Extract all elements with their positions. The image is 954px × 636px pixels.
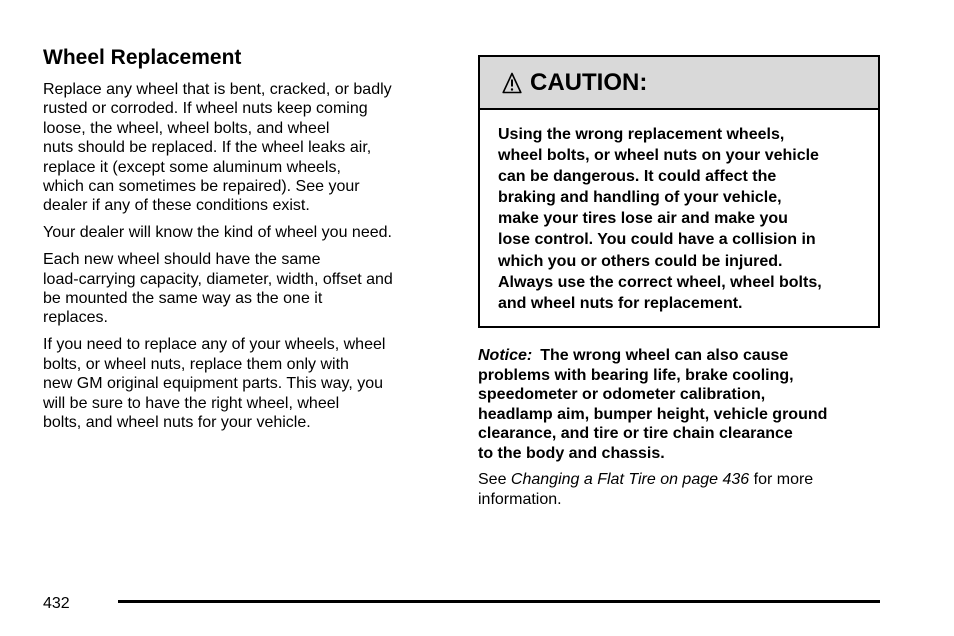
caution-box <box>478 55 880 328</box>
notice-label: Notice: <box>478 347 533 364</box>
text-line: Each new wheel should have the same <box>43 251 321 269</box>
right-column <box>478 55 880 509</box>
text-line: nuts should be replaced. If the wheel leaks air, <box>43 139 372 157</box>
text-line: replaces. <box>43 309 108 327</box>
see-reference-paragraph <box>478 470 880 509</box>
cross-reference-link[interactable]: Changing a Flat Tire on page 436 <box>510 471 750 488</box>
text-line: loose, the wheel, wheel bolts, and wheel <box>43 119 330 137</box>
body-paragraph <box>43 223 443 242</box>
text-line: dealer if any of these conditions exist. <box>43 197 310 215</box>
text-line: If you need to replace any of your wheels, wheel <box>43 336 386 354</box>
body-paragraph <box>43 335 443 432</box>
text-line: which can sometimes be repaired). See your <box>43 178 360 196</box>
text-line: will be sure to have the right wheel, wheel <box>43 394 340 412</box>
footer-rule <box>118 600 880 603</box>
caution-title: CAUTION: <box>530 68 648 96</box>
caution-line: Using the wrong replacement wheels, <box>498 126 785 143</box>
see-line-2: information. <box>478 490 562 508</box>
notice-line: headlamp aim, bumper height, vehicle ground <box>478 405 828 423</box>
caution-line: braking and handling of your vehicle, <box>498 189 782 207</box>
page-number: 432 <box>43 595 70 612</box>
caution-line: wheel bolts, or wheel nuts on your vehicle <box>498 147 819 165</box>
warning-triangle-icon <box>502 72 522 94</box>
left-column <box>43 46 443 440</box>
text-line: be mounted the same way as the one it <box>43 290 323 308</box>
caution-line: which you or others could be injured. <box>498 252 783 270</box>
caution-line: lose control. You could have a collision in <box>498 231 816 249</box>
caution-text <box>480 110 878 314</box>
notice-paragraph <box>478 346 880 463</box>
notice-line: The wrong wheel can also cause <box>540 347 789 364</box>
text-line: bolts, and wheel nuts for your vehicle. <box>43 414 311 431</box>
text-line: rusted or corroded. If wheel nuts keep coming <box>43 100 368 118</box>
notice-lines <box>478 346 880 463</box>
caution-line: make your tires lose air and make you <box>498 210 788 228</box>
notice-line: speedometer or odometer calibration, <box>478 386 766 403</box>
body-paragraph <box>43 80 443 216</box>
body-text <box>43 80 443 432</box>
notice-line: to the body and chassis. <box>478 444 665 462</box>
text-line: Replace any wheel that is bent, cracked, or badly <box>43 81 392 98</box>
body-paragraph <box>43 250 443 328</box>
notice-first-line <box>478 346 880 366</box>
see-suffix: for more <box>749 471 814 488</box>
section-title: Wheel Replacement <box>43 46 242 69</box>
text-line: new GM original equipment parts. This way, you <box>43 375 384 393</box>
notice-line: clearance, and tire or tire chain clearance <box>478 425 793 442</box>
caution-line: Always use the correct wheel, wheel bolts, <box>498 273 822 291</box>
text-line: bolts, or wheel nuts, replace them only with <box>43 355 349 373</box>
text-line: replace it (except some aluminum wheels, <box>43 158 341 176</box>
caution-line: can be dangerous. It could affect the <box>498 168 777 186</box>
text-line: load-carrying capacity, diameter, width, offset and <box>43 270 393 288</box>
caution-line: and wheel nuts for replacement. <box>498 294 743 312</box>
caution-header <box>480 57 878 110</box>
text-line: Your dealer will know the kind of wheel you need. <box>43 224 392 242</box>
notice-line: problems with bearing life, brake cooling, <box>478 366 794 384</box>
see-prefix: See <box>478 471 511 488</box>
